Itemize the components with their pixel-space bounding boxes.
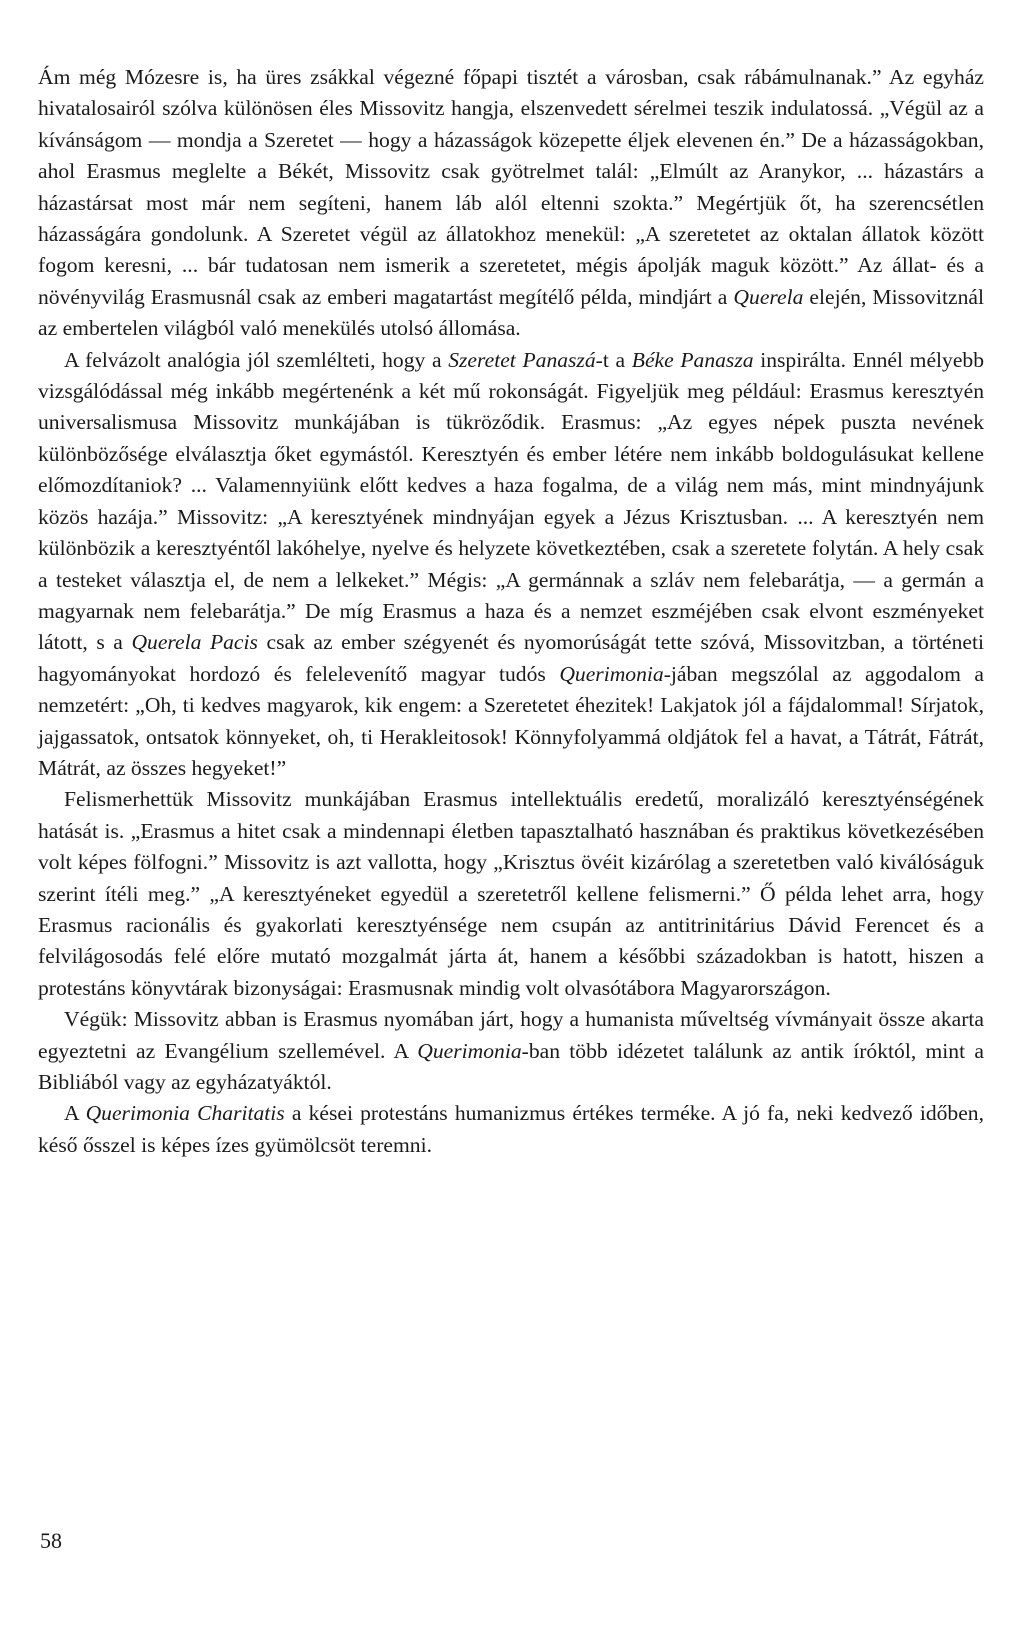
page-body	[38, 62, 984, 1161]
paragraph	[38, 345, 984, 785]
paragraph	[38, 62, 984, 345]
text-run: Végük: Missovitz abban is Erasmus nyomában járt, hogy a humanista műveltség vívmányait össze akarta egyeztetni az Evangélium szellemével. A	[38, 1007, 984, 1063]
text-run: -ban több idézetet találunk az antik íróktól, mint a Bibliából vagy az egyházatyáktól.	[38, 1038, 984, 1094]
text-run: elején, Missovitznál az embertelen világból való menekülés utolsó állomása.	[38, 284, 984, 341]
italic-title: Querimonia	[559, 661, 664, 686]
text-run: a kései protestáns humanizmus értékes terméke. A jó fa, neki kedvező időben, késő ősszel is képes ízes gyümölcsöt teremni.	[38, 1101, 984, 1157]
paragraph	[38, 1004, 984, 1098]
text-run: inspirálta. Ennél mélyebb vizsgálódással még inkább megértenénk a két mű rokonságát. Figyeljük meg például: Erasmus keresztyén universalismusa Missovitz munkájában is tükröződik. Erasmus: „Az egyes népek puszta nevének különbözősége elválasztja őket egymástól. Keresztyén és ember létére nem inkább boldogulásukat kellene előmozdítaniok? ... Valamennyiünk előtt kedves a haza fogalma, de a világ nem más, mint mindnyájunk közös hazája.” Missovitz: „A keresztyének mindnyájan egyek a Jézus Krisztusban. ... A keresztyén nem különbözik a keresztyéntől lakóhelye, nyelve és helyzete következtében, csak a szeretete folytán. A hely csak a testeket választja el, de nem a lelkeket.” Mégis: „A germánnak a szláv nem felebarátja, — a germán a magyarnak nem felebarátja.” De míg Erasmus a haza és a nemzet eszméjében csak elvont eszményeket látott, s a	[38, 347, 985, 655]
paragraph	[38, 784, 984, 1004]
italic-title: Querimonia	[417, 1038, 522, 1063]
text-run: -jában megszólal az aggodalom a nemzetért: „Oh, ti kedves magyarok, kik engem: a Szeretetet éhezitek! Lakjatok jól a fájdalommal! Sírjatok, jajgassatok, ontsatok könnyeket, oh, ti Herakleitosok! Könnyfolyammá oldjátok fel a havat, a Tátrát, Fátrát, Mátrát, az összes hegyeket!”	[38, 661, 984, 780]
text-run: A	[64, 1101, 86, 1126]
text-run: -t a	[595, 347, 632, 372]
italic-title: Szeretet Panaszá	[448, 347, 596, 372]
text-run: Felismerhettük Missovitz munkájában Erasmus intellektuális eredetű, moralizáló keresztyénségének hatását is. „Erasmus a hitet csak a mindennapi életben tapasztalható hasznában és praktikus következésében volt képes fölfogni.” Missovitz is azt vallotta, hogy „Krisztus övéit kizárólag a szeretetben való kiválóságuk szerint ítéli meg.” „A keresztyéneket egyedül a szeretetről kellene felismerni.” Ő példa lehet arra, hogy Erasmus racionális és gyakorlati keresztyénsége nem csupán az antitrinitárius Dávid Ferencet és a felvilágosodás felé előre mutató mozgalmát járta át, hanem a későbbi századokban is hatott, hiszen a protestáns könyvtárak bizonyságai: Erasmusnak mindig volt olvasótábora Magyarországon.	[38, 787, 984, 1000]
text-run: Ám még Mózesre is, ha üres zsákkal végezné főpapi tisztét a városban, csak rábámulnanak.” Az egyház hivatalosairól szólva különösen éles Missovitz hangja, elszenvedett sérelmei teszik indulatossá. „Végül az a kívánságom — mondja a Szeretet — hogy a házasságok közepette éljek elevenen én.” De a házasságokban, ahol Erasmus meglelte a Békét, Missovitz csak gyötrelmet talál: „Elmúlt az Aranykor, ... házastárs a házastársat most már nem segíteni, hanem láb alól eltenni szokta.” Megértjük őt, ha szerencsétlen házasságára gondolunk. A Szeretet végül az állatokhoz menekül: „A szeretetet az oktalan állatok között fogom keresni, ... bár tudatosan nem ismerik a szeretetet, mégis ápolják maguk között.” Az állat- és a növényvilág Erasmusnál csak az emberi magatartást megítélő példa, mindjárt a	[38, 65, 984, 309]
italic-title: Béke Panasza	[631, 347, 754, 372]
text-run: csak az ember szégyenét és nyomorúságát tette szóvá, Missovitzban, a történeti hagyományokat hordozó és felelevenítő magyar tudós	[38, 630, 985, 686]
text-run: A felvázolt analógia jól szemlélteti, hogy a	[64, 347, 449, 372]
italic-title: Querela	[733, 284, 804, 309]
italic-title: Querimonia Charitatis	[85, 1101, 285, 1126]
italic-title: Querela Pacis	[131, 630, 258, 655]
paragraph	[38, 1098, 984, 1161]
page-number: 58	[40, 1528, 62, 1553]
